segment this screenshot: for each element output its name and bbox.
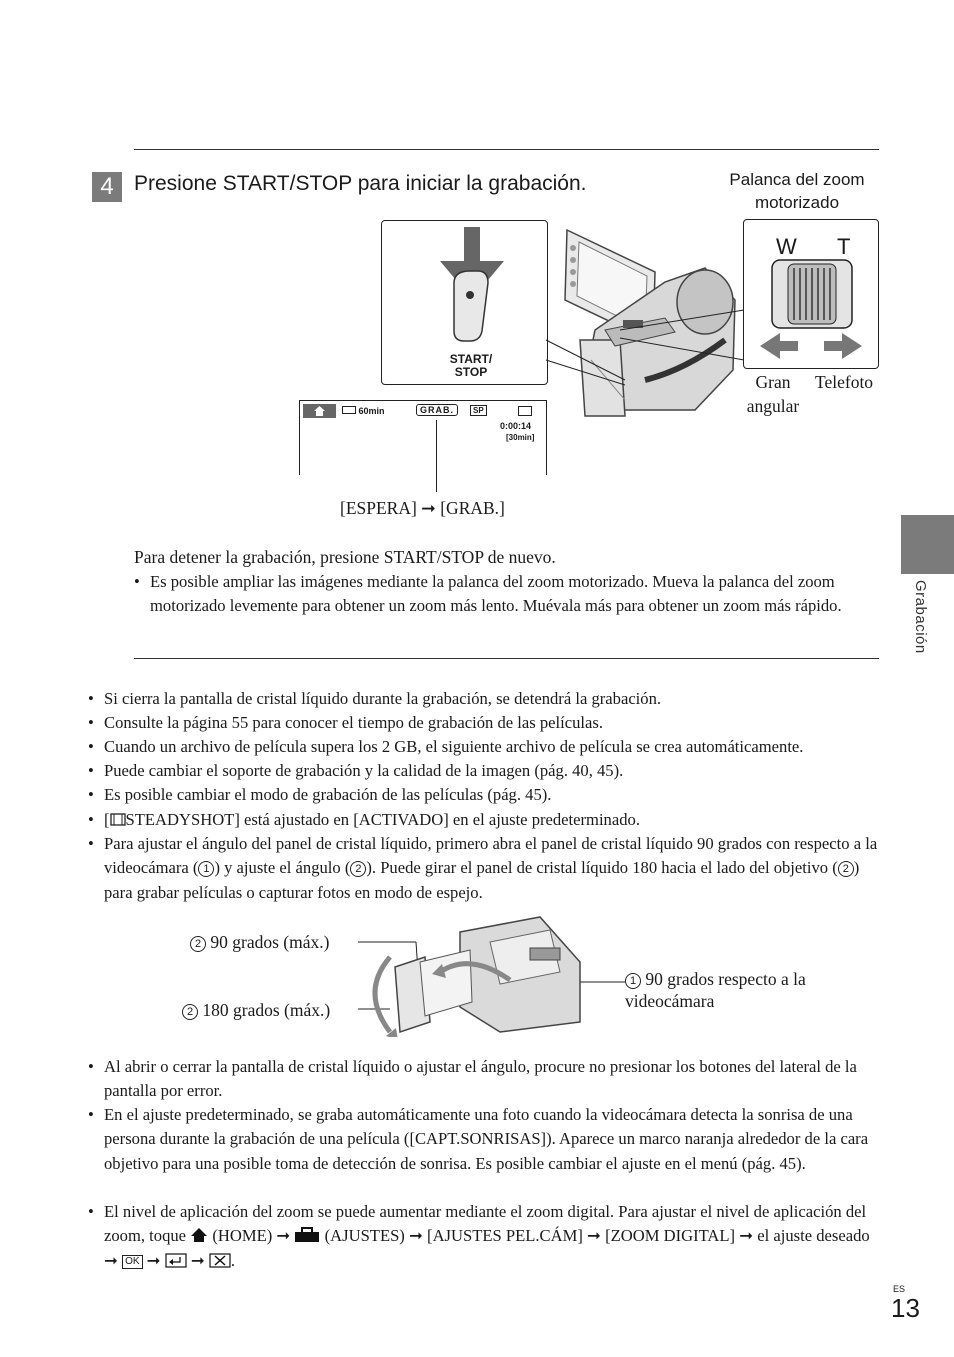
lcd-status: GRAB. xyxy=(416,404,458,416)
note-item: • Puede cambiar el soporte de grabación y la calidad de la imagen (pág. 40, 45). xyxy=(88,761,624,780)
note-item: • Para ajustar el ángulo del panel de cristal líquido, primero abra el panel de cristal líquido 90 grados con respecto a la videocámara ( 1 ) y ajuste el ángulo ( 2 ). Puede girar el panel de cristal líquido 180 hacia el lado del objetivo ( 2 ) para grabar películas o capturar fotos en modo de espejo. xyxy=(88,834,878,902)
lcd-remaining: 60min xyxy=(342,406,385,416)
start-stop-illustration xyxy=(381,220,548,385)
start-stop-label: START/ STOP xyxy=(449,352,493,379)
telephoto-label: Telefoto xyxy=(815,372,874,392)
note-item: • Consulte la página 55 para conocer el tiempo de grabación de las películas. xyxy=(88,713,604,732)
wide-angle-label: Gran angular xyxy=(746,372,800,416)
espera-caption: [ESPERA] ➞ [GRAB.] xyxy=(340,498,505,518)
side-tab-marker xyxy=(901,515,954,574)
zoom-t-label: T xyxy=(837,234,851,259)
ok-button-icon: OK xyxy=(122,1255,142,1269)
lcd-screen-illustration xyxy=(299,400,547,475)
stop-instruction: Para detener la grabación, presione START/STOP de nuevo. xyxy=(134,547,556,567)
lcd-capacity: [30min] xyxy=(506,433,535,442)
label-180-max: 2 180 grados (máx.) xyxy=(182,998,330,1022)
label-90-camera: 1 90 grados respecto a la videocámara xyxy=(625,969,806,1011)
lcd-counter: 0:00:14 xyxy=(500,421,532,431)
lcd-rotation-illustration xyxy=(350,912,630,1037)
side-tab-label: Grabación xyxy=(912,580,929,654)
home-icon xyxy=(190,1227,208,1243)
zoom-w-label: W xyxy=(776,234,797,259)
page-number: 13 xyxy=(891,1293,920,1323)
toolbox-icon xyxy=(294,1227,320,1243)
note-item: • Si cierra la pantalla de cristal líquido durante la grabación, se detendrá la grabación. xyxy=(88,689,662,708)
zoom-note: • Es posible ampliar las imágenes mediante la palanca del zoom motorizado. Mueva la palanca del zoom motorizado levemente para obtener un zoom más lento. Muévala más para obtener un zoom más rápido. xyxy=(134,572,842,616)
label-90-max: 2 90 grados (máx.) xyxy=(190,930,329,954)
top-rule xyxy=(134,149,879,150)
zoom-lever-illustration xyxy=(743,219,879,369)
zoom-lever-icon xyxy=(744,220,878,368)
return-icon xyxy=(165,1253,187,1268)
memory-icon xyxy=(518,406,532,416)
steadyshot-icon xyxy=(110,813,126,826)
step-number: 4 xyxy=(92,172,122,202)
zoom-lever-title: Palanca del zoom motorizado xyxy=(729,170,865,212)
close-icon xyxy=(209,1253,231,1268)
section-rule xyxy=(134,658,879,659)
note-item: • En el ajuste predeterminado, se graba automáticamente una foto cuando la videocámara detecta la sonrisa de una persona durante la grabación de una película ([CAPT.SONRISAS]). Aparece un marco naranja alrededor de la cara objetivo para una posible toma de detección de sonrisa. Es posible cambiar el ajuste en el menú (pág. 45). xyxy=(88,1105,869,1173)
note-item: • Cuando un archivo de película supera los 2 GB, el siguiente archivo de película se crea automáticamente. xyxy=(88,737,804,756)
lcd-quality: SP xyxy=(470,405,487,416)
lcd-callout-line xyxy=(436,420,437,492)
note-item: • Es posible cambiar el modo de grabación de las películas (pág. 45). xyxy=(88,785,552,804)
lcd-home-button xyxy=(303,404,336,418)
step-title: Presione START/STOP para iniciar la grabación. xyxy=(134,172,587,195)
note-item: • [ STEADYSHOT] está ajustado en [ACTIVADO] en el ajuste predeterminado. xyxy=(88,810,640,829)
note-item: • El nivel de aplicación del zoom se puede aumentar mediante el zoom digital. Para ajustar el nivel de aplicación del zoom, toque (HOME) ➞ (AJUSTES) ➞ [AJUSTES PEL.CÁM] ➞ [ZOOM DIGITAL] ➞ el ajuste deseado ➞ OK ➞ ➞ . xyxy=(88,1202,870,1270)
home-icon xyxy=(303,404,336,418)
note-item: • Al abrir o cerrar la pantalla de cristal líquido o ajustar el ángulo, procure no presionar los botones del lateral de la pantalla por error. xyxy=(88,1057,857,1101)
page-language: ES xyxy=(893,1284,906,1294)
callout-lines xyxy=(540,300,750,390)
